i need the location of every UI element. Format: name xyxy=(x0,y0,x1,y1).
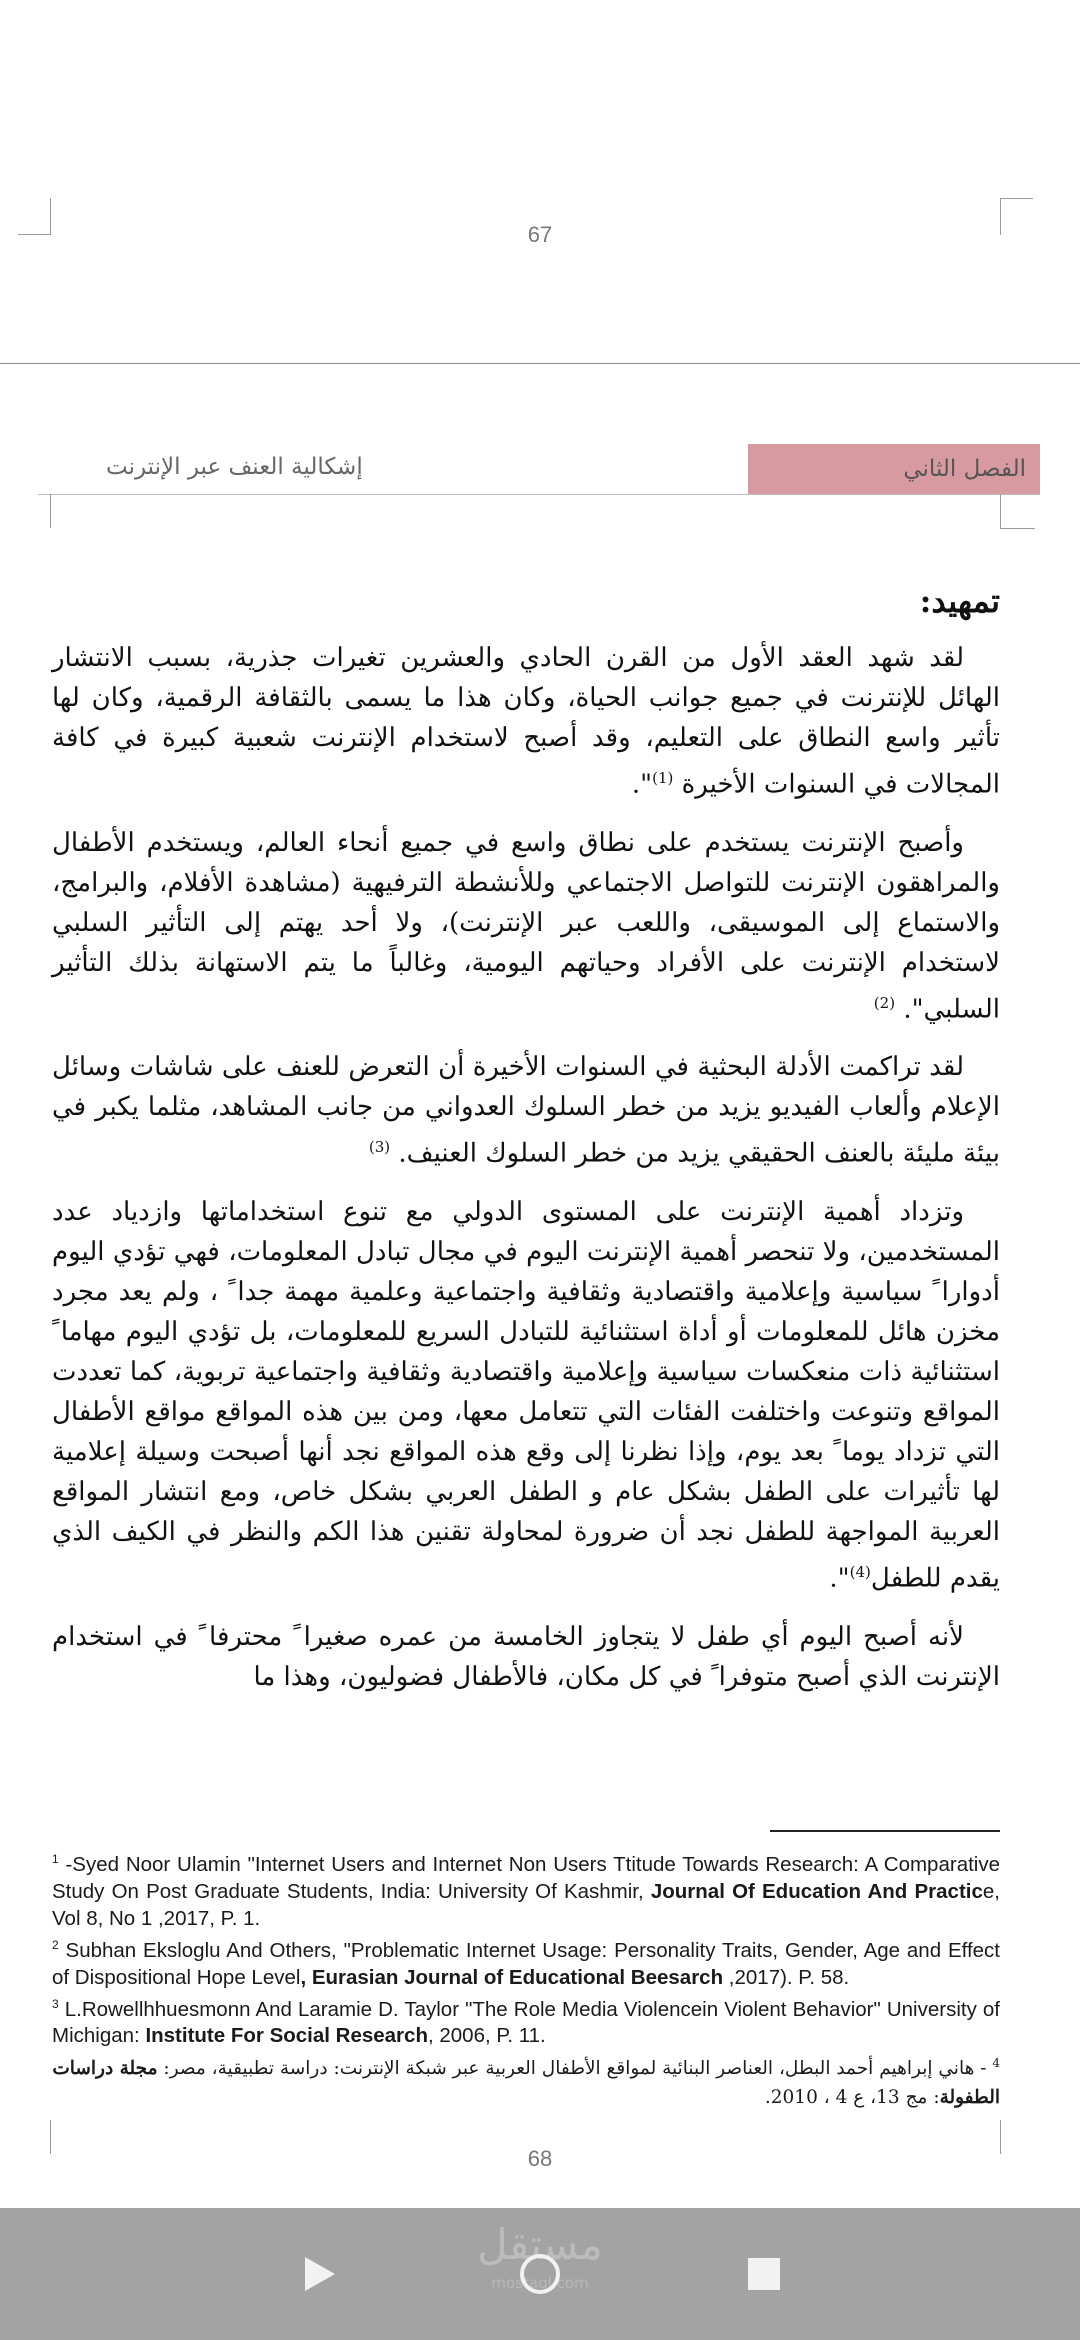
triangle-play-icon xyxy=(303,2255,337,2293)
footnote: $^1$ -Syed Noor Ulamin "Internet Users and Internet Non Users Ttitude Towards Research: A Comparative Study On Post Graduate Students, India: University Of Kashmir, Journal Of Education And Practice, Vol 8, No 1 ,2017, P. 1. xyxy=(52,1852,1000,1930)
paragraph: لقد تراكمت الأدلة البحثية في السنوات الأخيرة أن التعرض للعنف على شاشات وسائل الإعلام وألعاب الفيديو يزيد من خطر السلوك العدواني من جانب المشاهد، مثلما يكبر في بيئة مليئة بالعنف الحقيقي يزيد من خطر السلوك العنيف. $^{(3)}$ xyxy=(52,1052,1000,1169)
running-title: إشكالية العنف عبر الإنترنت xyxy=(106,454,363,480)
square-recent-icon xyxy=(748,2258,780,2290)
footnote-ref[interactable]: (3) xyxy=(368,1138,391,1157)
navigation-bar xyxy=(0,2208,1080,2340)
footnote-ref[interactable]: (2) xyxy=(873,993,896,1012)
main-text xyxy=(52,582,1000,1715)
paragraph: وتزداد أهمية الإنترنت على المستوى الدولي مع تنوع استخداماتها وازدياد عدد المستخدمين، ولا تنحصر أهمية الإنترنت اليوم في مجال تبادل المعلومات، فهي تؤدي اليوم أدوارا ً سياسية وإعلامية واقتصادية وثقافية واجتماعية وعلمية مهمة جدا ً ، ولم يعد مجرد مخزن هائل للمعلومات أو أداة استثنائية للتبادل السريع للمعلومات، بل تؤدي اليوم مهاما ً استثنائية ذات منعكسات سياسية وإعلامية واقتصادية وثقافية واجتماعية تربوية، كما تعددت المواقع وتنوعت واختلفت الفئات التي تتعامل معها، ومن بين هذه المواقع مواقع الأطفال التي تزداد يوما ً بعد يوم، وإذا نظرنا إلى وقع هذه المواقع نجد أنها أصبحت وسيلة إعلامية لها تأثيرات على الطفل بشكل عام و الطفل العربي بشكل خاص، ومع انتشار المواقع العربية المواجهة للطفل نجد أن ضرورة لمحاولة تقنين هذا الكم والنظر في الكيف الذي يقدم للطفل$^{(4)}$". xyxy=(52,1196,1000,1594)
watermark-logo: مستقل xyxy=(477,2220,603,2269)
watermark-url: mostaql.com xyxy=(491,2274,589,2292)
footnote: $^4$ - هاني إبراهيم أحمد البطل، العناصر البنائية لمواقع الأطفال العربية عبر شبكة الإنترنت: دراسة تطبيقية، مصر: مجلة دراسات الطفولة: مج 13، ع 4 ، 2010. xyxy=(52,2056,1000,2108)
footnote: $^2$ Subhan Eksloglu And Others, "Problematic Internet Usage: Personality Traits, Gender, Age and Effect of Dispositional Hope Level, Eurasian Journal of Educational Beesarch ,2017). P. 58. xyxy=(52,1937,1000,1989)
crop-mark xyxy=(1000,494,1035,529)
paragraph: وأصبح الإنترنت يستخدم على نطاق واسع في جميع أنحاء العالم، ويستخدم الأطفال والمراهقون الإنترنت للتواصل الاجتماعي وللأنشطة الترفيهية (مشاهدة الأفلام، والبرامج، والاستماع إلى الموسيقى، واللعب عبر الإنترنت)، ولا أحد يهتم إلى التأثير السلبي لاستخدام الإنترنت على الأفراد وحياتهم اليومية، وغالباً ما يتم الاستهانة بذلك التأثير السلبي". $^{(2)}$ xyxy=(52,827,1000,1025)
page-header xyxy=(38,444,1040,495)
chapter-label: الفصل الثاني xyxy=(748,444,1040,494)
paragraph: لقد شهد العقد الأول من القرن الحادي والعشرين تغيرات جذرية، بسبب الانتشار الهائل للإنترنت في جميع جوانب الحياة، وكان هذا ما يسمى بالثقافة الرقمية، وكان لها تأثير واسع النطاق على التعليم، وقد أصبح لاستخدام الإنترنت شعبية كبيرة في كافة المجالات في السنوات الأخيرة $^{(1)}$". xyxy=(52,643,1000,800)
footnote-ref[interactable]: (4) xyxy=(849,1562,871,1581)
page-number-top: 67 xyxy=(527,222,553,247)
back-button[interactable] xyxy=(296,2250,344,2298)
section-title: تمهيد: xyxy=(919,582,1000,620)
crop-mark xyxy=(18,494,51,528)
footnote-rule xyxy=(770,1830,1000,1832)
home-button[interactable] xyxy=(516,2250,564,2298)
footnote-ref[interactable]: (1) xyxy=(652,769,674,787)
circle-home-icon xyxy=(520,2254,560,2294)
page-number-bottom: 68 xyxy=(527,2146,553,2171)
footnotes xyxy=(52,1846,1000,2112)
recents-button[interactable] xyxy=(740,2250,788,2298)
paragraph: لأنه أصبح اليوم أي طفل لا يتجاوز الخامسة من عمره صغيرا ً محترفا ً في استخدام الإنترنت الذي أصبح متوفرا ً في كل مكان، فالأطفال فضوليون، وهذا ما xyxy=(52,1621,1000,1692)
page-separator xyxy=(0,363,1080,364)
footnote: $^3$ L.Rowellhhuesmonn And Laramie D. Taylor "The Role Media Violencein Violent Behavior" University of Michigan: Institute For Social Research, 2006, P. 11. xyxy=(52,1996,1000,2048)
